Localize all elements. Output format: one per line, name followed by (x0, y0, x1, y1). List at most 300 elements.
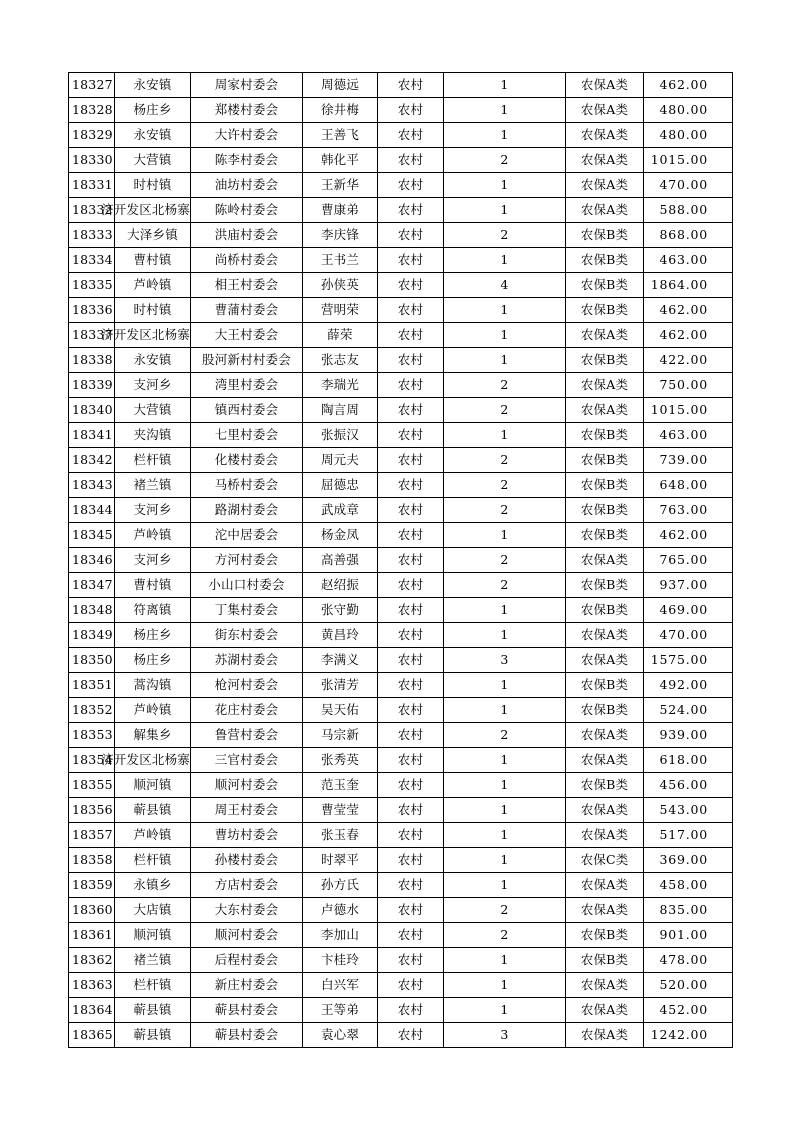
cell-town: 蕲县镇 (115, 798, 191, 823)
cell-insurance-category: 农保B类 (566, 298, 644, 323)
cell-record-id: 18354 (69, 748, 115, 773)
table-row (69, 873, 733, 898)
cell-insurance-category: 农保A类 (566, 973, 644, 998)
table-row (69, 998, 733, 1023)
cell-insurance-category: 农保B类 (566, 248, 644, 273)
cell-amount: 517.00 (644, 823, 733, 848)
cell-village-committee: 马桥村委会 (191, 473, 303, 498)
table-row (69, 173, 733, 198)
cell-amount: 480.00 (644, 98, 733, 123)
cell-insurance-category: 农保B类 (566, 673, 644, 698)
cell-amount: 462.00 (644, 323, 733, 348)
cell-amount: 588.00 (644, 198, 733, 223)
cell-village-committee: 郑楼村委会 (191, 98, 303, 123)
cell-person-name: 杨金凤 (303, 523, 378, 548)
cell-amount: 937.00 (644, 573, 733, 598)
table-row (69, 948, 733, 973)
cell-household-count: 1 (444, 348, 566, 373)
cell-insurance-category: 农保B类 (566, 573, 644, 598)
cell-village-committee: 花庄村委会 (191, 698, 303, 723)
cell-person-name: 王新华 (303, 173, 378, 198)
cell-record-id: 18341 (69, 423, 115, 448)
cell-insurance-category: 农保C类 (566, 848, 644, 873)
cell-area-type: 农村 (378, 473, 444, 498)
table-row (69, 423, 733, 448)
cell-amount: 1575.00 (644, 648, 733, 673)
cell-amount: 524.00 (644, 698, 733, 723)
cell-person-name: 武成章 (303, 498, 378, 523)
cell-area-type: 农村 (378, 398, 444, 423)
cell-area-type: 农村 (378, 648, 444, 673)
cell-insurance-category: 农保A类 (566, 723, 644, 748)
cell-person-name: 营明荣 (303, 298, 378, 323)
cell-insurance-category: 农保A类 (566, 198, 644, 223)
cell-village-committee: 小山口村委会 (191, 573, 303, 598)
cell-person-name: 王善飞 (303, 123, 378, 148)
cell-person-name: 袁心翠 (303, 1023, 378, 1048)
cell-insurance-category: 农保B类 (566, 598, 644, 623)
cell-amount: 765.00 (644, 548, 733, 573)
cell-record-id: 18335 (69, 273, 115, 298)
cell-amount: 480.00 (644, 123, 733, 148)
cell-town: 永安镇 (115, 123, 191, 148)
cell-village-committee: 苏湖村委会 (191, 648, 303, 673)
cell-amount: 543.00 (644, 798, 733, 823)
table-row (69, 348, 733, 373)
cell-insurance-category: 农保B类 (566, 423, 644, 448)
cell-town: 曹村镇 (115, 248, 191, 273)
cell-insurance-category: 农保A类 (566, 123, 644, 148)
cell-area-type: 农村 (378, 198, 444, 223)
cell-town: 大店镇 (115, 898, 191, 923)
cell-village-committee: 曹蒲村委会 (191, 298, 303, 323)
cell-person-name: 张守勤 (303, 598, 378, 623)
cell-town: 栏杆镇 (115, 848, 191, 873)
cell-area-type: 农村 (378, 173, 444, 198)
cell-record-id: 18337 (69, 323, 115, 348)
table-row (69, 598, 733, 623)
cell-insurance-category: 农保B类 (566, 923, 644, 948)
cell-amount: 422.00 (644, 348, 733, 373)
cell-village-committee: 方店村委会 (191, 873, 303, 898)
cell-area-type: 农村 (378, 1023, 444, 1048)
cell-household-count: 1 (444, 98, 566, 123)
cell-village-committee: 丁集村委会 (191, 598, 303, 623)
cell-amount: 939.00 (644, 723, 733, 748)
cell-record-id: 18345 (69, 523, 115, 548)
cell-person-name: 赵绍振 (303, 573, 378, 598)
table-row (69, 723, 733, 748)
cell-amount: 520.00 (644, 973, 733, 998)
cell-amount: 462.00 (644, 73, 733, 98)
cell-area-type: 农村 (378, 373, 444, 398)
cell-area-type: 农村 (378, 423, 444, 448)
cell-insurance-category: 农保A类 (566, 73, 644, 98)
cell-town: 蒿沟镇 (115, 673, 191, 698)
cell-town: 支河乡 (115, 373, 191, 398)
cell-person-name: 白兴军 (303, 973, 378, 998)
cell-village-committee: 化楼村委会 (191, 448, 303, 473)
cell-amount: 470.00 (644, 173, 733, 198)
cell-amount: 492.00 (644, 673, 733, 698)
table-row (69, 248, 733, 273)
cell-village-committee: 大许村委会 (191, 123, 303, 148)
cell-household-count: 2 (444, 573, 566, 598)
cell-household-count: 1 (444, 598, 566, 623)
cell-village-committee: 鲁营村委会 (191, 723, 303, 748)
cell-insurance-category: 农保A类 (566, 823, 644, 848)
table-row (69, 898, 733, 923)
cell-town: 永安镇 (115, 348, 191, 373)
cell-record-id: 18357 (69, 823, 115, 848)
cell-amount: 868.00 (644, 223, 733, 248)
cell-area-type: 农村 (378, 773, 444, 798)
cell-person-name: 马宗新 (303, 723, 378, 748)
table-row (69, 548, 733, 573)
cell-person-name: 孙侠英 (303, 273, 378, 298)
cell-town: 芦岭镇 (115, 523, 191, 548)
cell-amount: 452.00 (644, 998, 733, 1023)
table-row (69, 698, 733, 723)
cell-town: 符离镇 (115, 598, 191, 623)
cell-amount: 763.00 (644, 498, 733, 523)
cell-insurance-category: 农保A类 (566, 998, 644, 1023)
cell-village-committee: 枪河村委会 (191, 673, 303, 698)
cell-person-name: 黄昌玲 (303, 623, 378, 648)
cell-insurance-category: 农保B类 (566, 448, 644, 473)
table-row (69, 773, 733, 798)
cell-household-count: 1 (444, 998, 566, 1023)
cell-village-committee: 大王村委会 (191, 323, 303, 348)
table-row (69, 98, 733, 123)
cell-insurance-category: 农保A类 (566, 148, 644, 173)
cell-amount: 463.00 (644, 248, 733, 273)
cell-record-id: 18328 (69, 98, 115, 123)
cell-record-id: 18344 (69, 498, 115, 523)
cell-area-type: 农村 (378, 923, 444, 948)
table-row (69, 148, 733, 173)
cell-area-type: 农村 (378, 948, 444, 973)
cell-town: 蕲县镇 (115, 1023, 191, 1048)
cell-town: 杨庄乡 (115, 98, 191, 123)
cell-town: 大营镇 (115, 398, 191, 423)
table-row (69, 798, 733, 823)
cell-village-committee: 相王村委会 (191, 273, 303, 298)
cell-record-id: 18360 (69, 898, 115, 923)
cell-household-count: 1 (444, 73, 566, 98)
cell-household-count: 2 (444, 148, 566, 173)
cell-household-count: 1 (444, 798, 566, 823)
cell-household-count: 1 (444, 298, 566, 323)
cell-insurance-category: 农保A类 (566, 1023, 644, 1048)
table-row (69, 123, 733, 148)
cell-area-type: 农村 (378, 698, 444, 723)
table-row (69, 323, 733, 348)
cell-amount: 463.00 (644, 423, 733, 448)
cell-village-committee: 路湖村委会 (191, 498, 303, 523)
cell-insurance-category: 农保B类 (566, 698, 644, 723)
cell-town: 大营镇 (115, 148, 191, 173)
cell-insurance-category: 农保A类 (566, 373, 644, 398)
cell-amount: 462.00 (644, 523, 733, 548)
cell-town: 栏杆镇 (115, 448, 191, 473)
table-row (69, 298, 733, 323)
cell-record-id: 18339 (69, 373, 115, 398)
cell-household-count: 1 (444, 523, 566, 548)
cell-amount: 618.00 (644, 748, 733, 773)
table-row (69, 1023, 733, 1048)
cell-town: 支河乡 (115, 548, 191, 573)
cell-household-count: 2 (444, 498, 566, 523)
cell-person-name: 徐井梅 (303, 98, 378, 123)
cell-record-id: 18329 (69, 123, 115, 148)
cell-village-committee: 股河新村村委会 (191, 348, 303, 373)
cell-area-type: 农村 (378, 598, 444, 623)
cell-person-name: 时翠平 (303, 848, 378, 873)
cell-insurance-category: 农保A类 (566, 173, 644, 198)
cell-person-name: 张清芳 (303, 673, 378, 698)
table-row (69, 498, 733, 523)
table-row (69, 273, 733, 298)
cell-town: 曹村镇 (115, 573, 191, 598)
cell-amount: 1015.00 (644, 398, 733, 423)
cell-insurance-category: 农保B类 (566, 773, 644, 798)
cell-person-name: 周元夫 (303, 448, 378, 473)
table-row (69, 73, 733, 98)
cell-record-id: 18331 (69, 173, 115, 198)
cell-person-name: 张志友 (303, 348, 378, 373)
cell-person-name: 王书兰 (303, 248, 378, 273)
cell-household-count: 3 (444, 648, 566, 673)
cell-village-committee: 顺河村委会 (191, 923, 303, 948)
cell-person-name: 韩化平 (303, 148, 378, 173)
cell-amount: 750.00 (644, 373, 733, 398)
table-row (69, 223, 733, 248)
cell-town: 杨庄乡 (115, 623, 191, 648)
cell-village-committee: 蕲县村委会 (191, 1023, 303, 1048)
cell-household-count: 2 (444, 923, 566, 948)
cell-village-committee: 镇西村委会 (191, 398, 303, 423)
cell-insurance-category: 农保A类 (566, 873, 644, 898)
cell-village-committee: 街东村委会 (191, 623, 303, 648)
cell-town: 永镇乡 (115, 873, 191, 898)
cell-record-id: 18365 (69, 1023, 115, 1048)
cell-record-id: 18342 (69, 448, 115, 473)
cell-area-type: 农村 (378, 848, 444, 873)
cell-town: 顺河镇 (115, 773, 191, 798)
cell-amount: 739.00 (644, 448, 733, 473)
table-row (69, 623, 733, 648)
cell-person-name: 张振汉 (303, 423, 378, 448)
cell-amount: 469.00 (644, 598, 733, 623)
cell-household-count: 1 (444, 848, 566, 873)
cell-household-count: 1 (444, 423, 566, 448)
cell-record-id: 18346 (69, 548, 115, 573)
cell-town: 杨庄乡 (115, 648, 191, 673)
cell-amount: 835.00 (644, 898, 733, 923)
cell-town: 时村镇 (115, 298, 191, 323)
cell-person-name: 屈德忠 (303, 473, 378, 498)
cell-record-id: 18350 (69, 648, 115, 673)
table-row (69, 748, 733, 773)
table-row (69, 673, 733, 698)
cell-household-count: 1 (444, 198, 566, 223)
cell-record-id: 18338 (69, 348, 115, 373)
cell-household-count: 1 (444, 248, 566, 273)
cell-village-committee: 周王村委会 (191, 798, 303, 823)
cell-insurance-category: 农保A类 (566, 623, 644, 648)
cell-area-type: 农村 (378, 148, 444, 173)
cell-town: 济开发区北杨寨 (115, 198, 191, 223)
cell-insurance-category: 农保A类 (566, 648, 644, 673)
cell-person-name: 王等弟 (303, 998, 378, 1023)
cell-village-committee: 新庄村委会 (191, 973, 303, 998)
cell-insurance-category: 农保A类 (566, 748, 644, 773)
cell-record-id: 18359 (69, 873, 115, 898)
cell-person-name: 张秀英 (303, 748, 378, 773)
cell-insurance-category: 农保A类 (566, 398, 644, 423)
cell-record-id: 18348 (69, 598, 115, 623)
cell-area-type: 农村 (378, 873, 444, 898)
cell-person-name: 陶言周 (303, 398, 378, 423)
cell-town: 褚兰镇 (115, 948, 191, 973)
cell-town: 芦岭镇 (115, 698, 191, 723)
cell-area-type: 农村 (378, 748, 444, 773)
cell-village-committee: 油坊村委会 (191, 173, 303, 198)
cell-area-type: 农村 (378, 98, 444, 123)
cell-village-committee: 方河村委会 (191, 548, 303, 573)
cell-record-id: 18361 (69, 923, 115, 948)
cell-insurance-category: 农保A类 (566, 898, 644, 923)
cell-household-count: 2 (444, 223, 566, 248)
cell-person-name: 卞桂玲 (303, 948, 378, 973)
cell-area-type: 农村 (378, 123, 444, 148)
cell-village-committee: 顺河村委会 (191, 773, 303, 798)
cell-town: 顺河镇 (115, 923, 191, 948)
cell-household-count: 4 (444, 273, 566, 298)
cell-town: 解集乡 (115, 723, 191, 748)
cell-area-type: 农村 (378, 998, 444, 1023)
table-row (69, 523, 733, 548)
records-table (68, 72, 733, 1048)
cell-village-committee: 大东村委会 (191, 898, 303, 923)
cell-village-committee: 陈岭村委会 (191, 198, 303, 223)
cell-person-name: 吴天佑 (303, 698, 378, 723)
cell-insurance-category: 农保B类 (566, 348, 644, 373)
cell-household-count: 1 (444, 873, 566, 898)
cell-insurance-category: 农保A类 (566, 323, 644, 348)
cell-village-committee: 洪庙村委会 (191, 223, 303, 248)
cell-village-committee: 湾里村委会 (191, 373, 303, 398)
cell-area-type: 农村 (378, 823, 444, 848)
cell-village-committee: 七里村委会 (191, 423, 303, 448)
cell-person-name: 高善强 (303, 548, 378, 573)
cell-household-count: 1 (444, 748, 566, 773)
cell-person-name: 周德远 (303, 73, 378, 98)
cell-town: 芦岭镇 (115, 273, 191, 298)
cell-area-type: 农村 (378, 798, 444, 823)
cell-town: 永安镇 (115, 73, 191, 98)
cell-household-count: 1 (444, 973, 566, 998)
cell-area-type: 农村 (378, 623, 444, 648)
cell-insurance-category: 农保B类 (566, 498, 644, 523)
cell-amount: 901.00 (644, 923, 733, 948)
cell-area-type: 农村 (378, 523, 444, 548)
cell-household-count: 1 (444, 698, 566, 723)
cell-area-type: 农村 (378, 273, 444, 298)
cell-amount: 1015.00 (644, 148, 733, 173)
cell-record-id: 18336 (69, 298, 115, 323)
cell-record-id: 18352 (69, 698, 115, 723)
cell-area-type: 农村 (378, 298, 444, 323)
cell-person-name: 李加山 (303, 923, 378, 948)
cell-household-count: 2 (444, 373, 566, 398)
cell-record-id: 18332 (69, 198, 115, 223)
cell-town: 时村镇 (115, 173, 191, 198)
cell-town: 栏杆镇 (115, 973, 191, 998)
cell-village-committee: 尚桥村委会 (191, 248, 303, 273)
cell-person-name: 曹莹莹 (303, 798, 378, 823)
cell-household-count: 2 (444, 548, 566, 573)
cell-record-id: 18343 (69, 473, 115, 498)
cell-record-id: 18358 (69, 848, 115, 873)
cell-insurance-category: 农保A类 (566, 98, 644, 123)
cell-village-committee: 沱中居委会 (191, 523, 303, 548)
cell-area-type: 农村 (378, 223, 444, 248)
cell-town: 褚兰镇 (115, 473, 191, 498)
cell-village-committee: 孙楼村委会 (191, 848, 303, 873)
cell-town: 济开发区北杨寨 (115, 323, 191, 348)
cell-amount: 1242.00 (644, 1023, 733, 1048)
cell-household-count: 1 (444, 323, 566, 348)
cell-household-count: 1 (444, 948, 566, 973)
cell-village-committee: 蕲县村委会 (191, 998, 303, 1023)
cell-area-type: 农村 (378, 348, 444, 373)
cell-insurance-category: 农保B类 (566, 223, 644, 248)
cell-amount: 470.00 (644, 623, 733, 648)
table-row (69, 973, 733, 998)
cell-town: 蕲县镇 (115, 998, 191, 1023)
cell-amount: 478.00 (644, 948, 733, 973)
cell-person-name: 李瑞光 (303, 373, 378, 398)
cell-area-type: 农村 (378, 673, 444, 698)
table-row (69, 823, 733, 848)
cell-insurance-category: 农保B类 (566, 523, 644, 548)
cell-area-type: 农村 (378, 548, 444, 573)
cell-amount: 1864.00 (644, 273, 733, 298)
table-row (69, 198, 733, 223)
cell-amount: 369.00 (644, 848, 733, 873)
cell-household-count: 2 (444, 398, 566, 423)
cell-area-type: 农村 (378, 73, 444, 98)
cell-amount: 456.00 (644, 773, 733, 798)
cell-insurance-category: 农保A类 (566, 548, 644, 573)
cell-insurance-category: 农保B类 (566, 948, 644, 973)
cell-household-count: 3 (444, 1023, 566, 1048)
cell-town: 夹沟镇 (115, 423, 191, 448)
cell-insurance-category: 农保B类 (566, 273, 644, 298)
cell-area-type: 农村 (378, 323, 444, 348)
records-table-body (69, 73, 733, 1048)
cell-person-name: 卢德水 (303, 898, 378, 923)
cell-person-name: 曹康弟 (303, 198, 378, 223)
table-row (69, 373, 733, 398)
cell-village-committee: 曹坊村委会 (191, 823, 303, 848)
cell-record-id: 18347 (69, 573, 115, 598)
cell-household-count: 1 (444, 673, 566, 698)
cell-household-count: 1 (444, 173, 566, 198)
cell-village-committee: 三官村委会 (191, 748, 303, 773)
